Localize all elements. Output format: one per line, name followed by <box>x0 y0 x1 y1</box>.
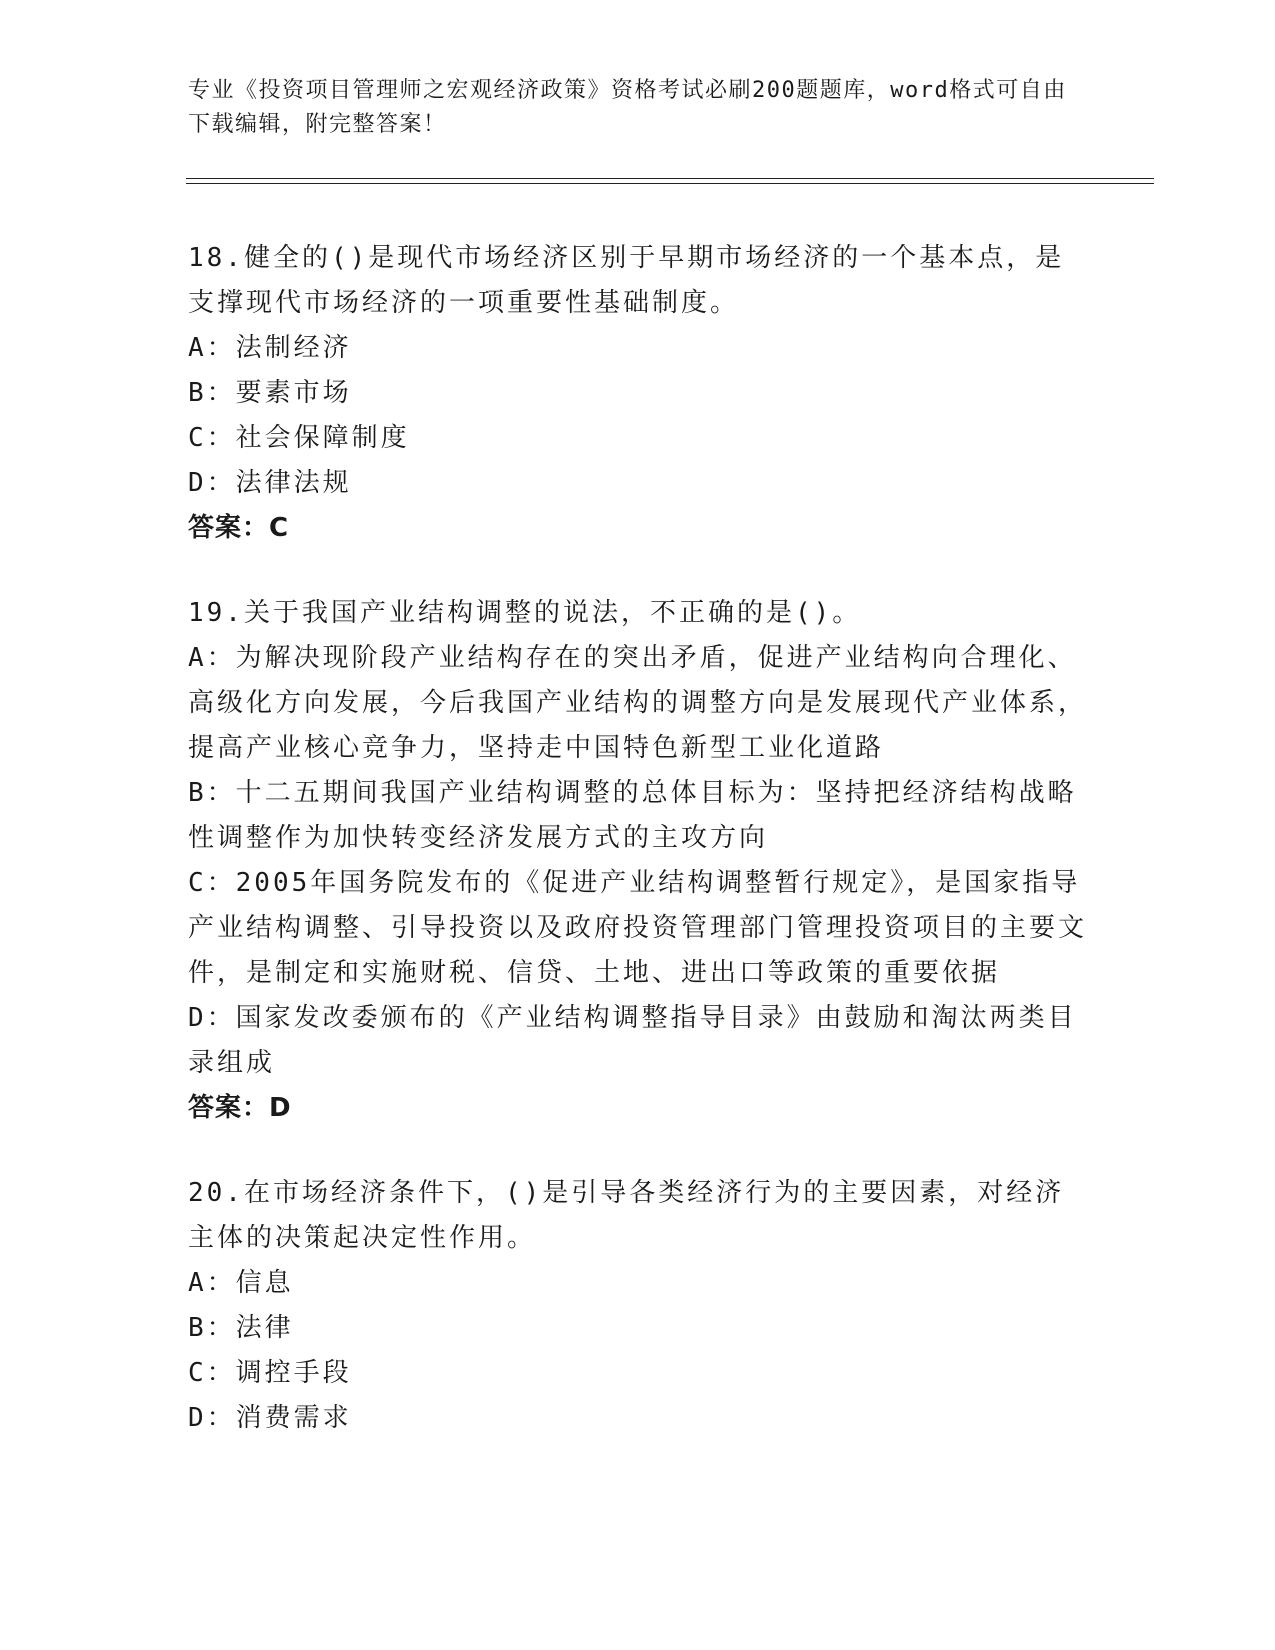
question-18 <box>188 236 1088 551</box>
option-d: D：国家发改委颁布的《产业结构调整指导目录》由鼓励和淘汰两类目录组成 <box>188 1003 1077 1078</box>
header-divider-line-secondary <box>186 183 1154 184</box>
question-19 <box>188 591 1088 1131</box>
option-b: B：要素市场 <box>188 378 352 408</box>
question-stem: 20.在市场经济条件下，()是引导各类经济行为的主要因素，对经济主体的决策起决定性作用。 <box>188 1178 1065 1253</box>
option-c: C：社会保障制度 <box>188 423 410 453</box>
question-20 <box>188 1171 1088 1441</box>
option-b: B：法律 <box>188 1313 294 1343</box>
answer-label: 答案：C <box>188 513 290 543</box>
document-header: 专业《投资项目管理师之宏观经济政策》资格考试必刷200题题库，word格式可自由下载编辑，附完整答案！ <box>188 78 1067 137</box>
option-a: A：信息 <box>188 1268 294 1298</box>
option-a: A：为解决现阶段产业结构存在的突出矛盾，促进产业结构向合理化、高级化方向发展，今后我国产业结构的调整方向是发展现代产业体系，提高产业核心竞争力，坚持走中国特色新型工业化道路 <box>188 643 1088 763</box>
option-d: D：法律法规 <box>188 468 352 498</box>
question-stem: 18.健全的()是现代市场经济区别于早期市场经济的一个基本点，是支撑现代市场经济的一项重要性基础制度。 <box>188 243 1065 318</box>
option-a: A：法制经济 <box>188 333 352 363</box>
option-d: D：消费需求 <box>188 1403 352 1433</box>
header-divider-line <box>186 178 1154 179</box>
option-c: C：调控手段 <box>188 1358 352 1388</box>
question-stem: 19.关于我国产业结构调整的说法，不正确的是()。 <box>188 598 862 628</box>
question-list <box>188 236 1088 1481</box>
answer-label: 答案：D <box>188 1093 292 1123</box>
option-b: B：十二五期间我国产业结构调整的总体目标为：坚持把经济结构战略性调整作为加快转变经济发展方式的主攻方向 <box>188 778 1077 853</box>
option-c: C：2005年国务院发布的《促进产业结构调整暂行规定》，是国家指导产业结构调整、引导投资以及政府投资管理部门管理投资项目的主要文件，是制定和实施财税、信贷、土地、进出口等政策的重要依据 <box>188 868 1088 988</box>
